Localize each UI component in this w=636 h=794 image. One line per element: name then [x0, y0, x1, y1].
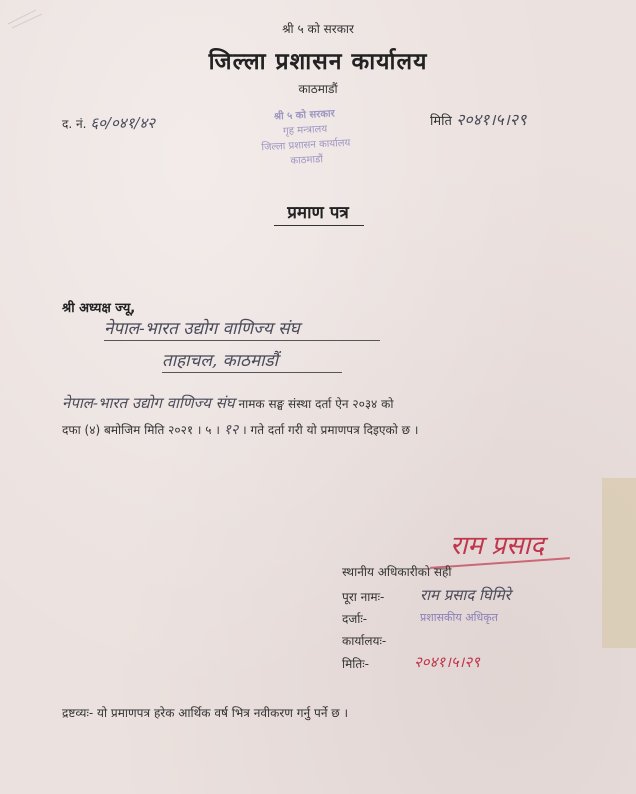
body-text-2c: । गते दर्ता गरी यो प्रमाणपत्र दिइएको छ ।	[242, 423, 419, 437]
office-stamp	[240, 105, 372, 190]
body-line-1	[62, 393, 393, 413]
office-name: जिल्ला प्रशासन कार्यालय	[208, 49, 428, 75]
certificate-title: प्रमाण पत्र	[287, 203, 349, 223]
name-label: पूरा नामः-	[342, 590, 385, 604]
signature-label: स्थानीय अधिकारीको सही	[342, 565, 452, 579]
rank-label: दर्जाः-	[342, 612, 368, 626]
issue-date-value: २०४१।५।२९	[456, 110, 527, 129]
addressee-underline-2	[162, 372, 342, 373]
stamp-line-1: श्री ५ को सरकार	[273, 108, 335, 123]
city-name: काठमाडौं	[298, 82, 338, 96]
paper-edge-tab	[602, 478, 636, 648]
renewal-note: द्रष्टव्यः- यो प्रमाणपत्र हरेक आर्थिक वर्ष भित्र नवीकरण गर्नु पर्ने छ ।	[62, 706, 349, 720]
signature-scribble: राम प्रसाद	[450, 531, 545, 561]
stamp-line-3: जिल्ला प्रशासन कार्यालय	[261, 137, 351, 154]
body-line-2	[62, 420, 418, 439]
body-text-1: नामक सङ्घ संस्था दर्ता ऐन २०३४ को	[238, 397, 394, 411]
date-label: मितिः-	[342, 657, 369, 671]
addressee-underline-1	[104, 340, 380, 341]
stamp-line-2: गृह मन्त्रालय	[282, 123, 328, 138]
salutation: श्री अध्यक्ष ज्यू,	[62, 301, 136, 316]
government-line: श्री ५ को सरकार	[282, 22, 354, 36]
addressee-line-1: नेपाल-भारत उद्योग वाणिज्य संघ	[104, 319, 300, 339]
issue-date	[430, 108, 526, 130]
rank-value-stamp: प्रशासकीय अधिकृत	[420, 611, 498, 624]
signature-date-value: २०४१।५।२९	[414, 653, 480, 671]
reference-prefix: द. नं.	[62, 117, 87, 131]
office-label: कार्यालयः-	[342, 634, 387, 648]
name-value: राम प्रसाद घिमिरे	[420, 586, 511, 604]
issue-date-label: मिति	[430, 114, 452, 129]
body-day-value: १२	[223, 422, 239, 438]
title-underline	[274, 225, 364, 226]
addressee-line-2: ताहाचल, काठमाडौं	[162, 351, 279, 371]
body-org-name: नेपाल-भारत उद्योग वाणिज्य संघ	[62, 394, 235, 412]
reference-value: ६०/०४१/४२	[90, 114, 156, 132]
body-text-2a: दफा (४) बमोजिम मिति २०२१ । ५ ।	[62, 423, 220, 437]
stamp-line-4: काठमाडौं	[290, 154, 324, 167]
reference-number	[62, 113, 155, 133]
